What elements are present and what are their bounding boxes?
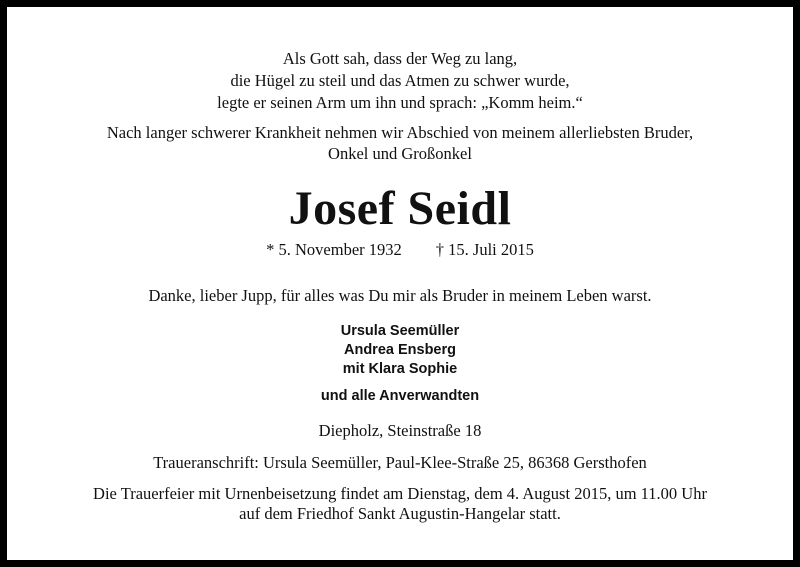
mourner-3: mit Klara Sophie [342,361,458,377]
mourner-1: Ursula Seemüller [340,323,460,339]
condolence-address: Traueranschrift: Ursula Seemüller, Paul-Klee-Straße 25, 86368 Gersthofen [153,453,647,472]
intro-line-2: Onkel und Großonkel [328,144,472,163]
thanks-text: Danke, lieber Jupp, für alles was Du mir als Bruder in meinem Leben warst. [148,286,652,305]
ceremony-line-1: Die Trauerfeier mit Urnenbeisetzung findet am Dienstag, dem 4. August 2015, um 11.00 Uhr [93,484,707,503]
intro-line-1: Nach langer schwerer Krankheit nehmen wir Abschied von meinem allerliebsten Bruder, [106,123,694,142]
death-date: † 15. Juli 2015 [435,240,534,259]
place-line: Diepholz, Steinstraße 18 [318,421,482,440]
poem-line-1: Als Gott sah, dass der Weg zu lang, [282,49,518,68]
deceased-name: Josef Seidl [288,182,512,235]
poem-line-3: legte er seinen Arm um ihn und sprach: „Komm heim.“ [217,93,583,112]
life-dates [7,240,793,260]
obituary-notice [7,7,793,560]
ceremony-line-2: auf dem Friedhof Sankt Augustin-Hangelar statt. [239,504,561,523]
poem-line-2: die Hügel zu steil und das Atmen zu schwer wurde, [230,71,570,90]
mourner-relatives: und alle Anverwandten [320,388,480,404]
birth-date: * 5. November 1932 [266,240,402,259]
mourner-2: Andrea Ensberg [344,342,456,358]
